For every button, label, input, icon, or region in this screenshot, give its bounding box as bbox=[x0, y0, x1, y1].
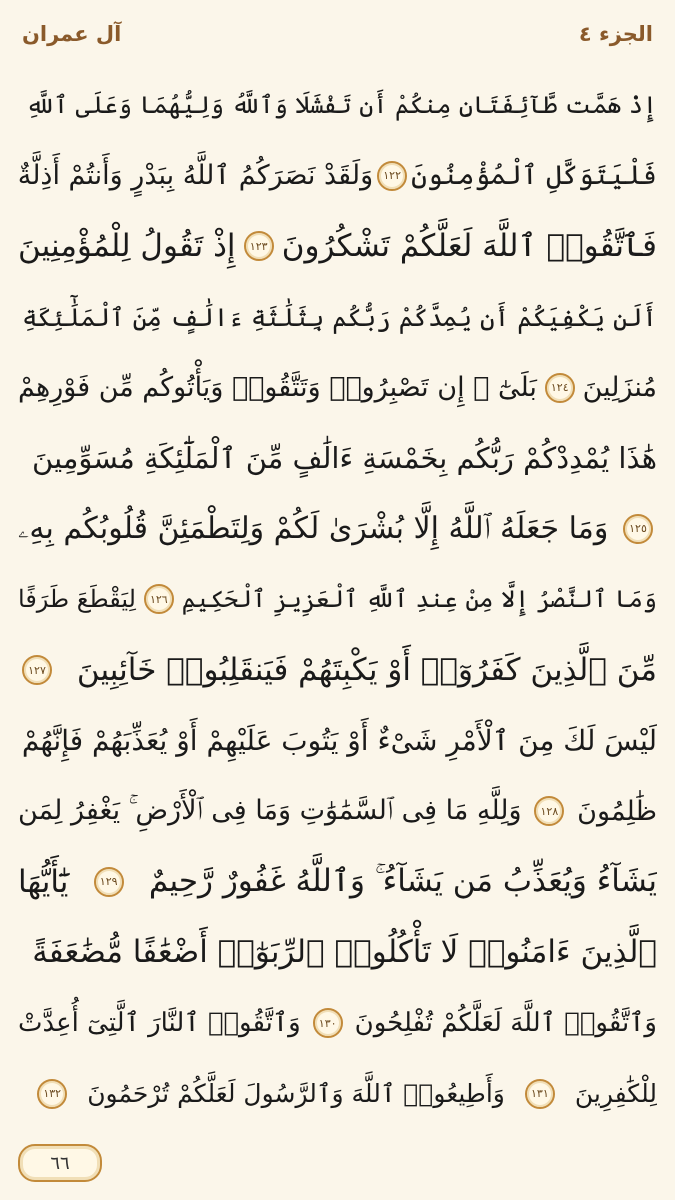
verse-text: لِيَقْطَعَ طَرَفًا bbox=[18, 585, 136, 614]
verse-end-marker: ١٢٣ bbox=[244, 231, 274, 261]
text-line bbox=[18, 635, 657, 706]
text-line bbox=[18, 847, 657, 918]
verse-text: بَلَىٰٓ ۚ إِن تَصْبِرُوا۟ وَتَتَّقُوا۟ وَيَأْتُوكُم مِّن فَوْرِهِمْ bbox=[18, 372, 537, 404]
verse-text: وَٱتَّقُوا۟ ٱلنَّارَ ٱلَّتِىٓ أُعِدَّتْ bbox=[18, 1008, 301, 1039]
verse-end-marker: ١٣٠ bbox=[313, 1008, 343, 1038]
text-line bbox=[18, 70, 657, 141]
text-line bbox=[18, 1058, 657, 1129]
verse-text: هَٰذَا يُمْدِدْكُمْ رَبُّكُم بِخَمْسَةِ ءَالَٰفٍ مِّنَ ٱلْمَلَٰٓئِكَةِ مُسَوِّمِينَ bbox=[32, 441, 657, 476]
verse-text: يَٰٓأَيُّهَا bbox=[18, 863, 69, 900]
quran-text-block bbox=[18, 70, 657, 1130]
verse-end-marker: ١٢٤ bbox=[545, 373, 575, 403]
verse-text: لِلْكَٰفِرِينَ bbox=[574, 1079, 657, 1109]
verse-text: وَمَا ٱلنَّصْرُ إِلَّا مِنْ عِندِ ٱللَّهِ ٱلْعَزِيزِ ٱلْحَكِيمِ bbox=[181, 585, 657, 614]
verse-text: ظَٰلِمُونَ bbox=[577, 795, 657, 827]
verse-text: ٱلَّذِينَ ءَامَنُوا۟ لَا تَأْكُلُوا۟ ٱلرِّبَوٰٓا۟ أَضْعَٰفًا مُّضَٰعَفَةً bbox=[32, 934, 657, 971]
text-line bbox=[18, 352, 657, 423]
verse-text: وَمَا جَعَلَهُ ٱللَّهُ إِلَّا بُشْرَىٰ لَكُمْ وَلِتَطْمَئِنَّ قُلُوبُكُم بِهِۦ bbox=[18, 511, 609, 547]
surah-name: آل عمران bbox=[22, 22, 122, 46]
verse-end-marker: ١٣٢ bbox=[37, 1079, 67, 1109]
verse-end-marker: ١٣١ bbox=[525, 1079, 555, 1109]
verse-text: إِذْ هَمَّت طَّآئِفَتَانِ مِنكُمْ أَن تَفْشَلَا وَٱللَّهُ وَلِيُّهُمَا وَعَلَى ٱللَّهِ bbox=[25, 91, 657, 120]
text-line bbox=[18, 564, 657, 635]
text-line bbox=[18, 141, 657, 212]
text-line bbox=[18, 423, 657, 494]
verse-text: وَأَطِيعُوا۟ ٱللَّهَ وَٱلرَّسُولَ لَعَلَّكُمْ تُرْحَمُونَ bbox=[87, 1079, 505, 1109]
verse-text: إِذْ تَقُولُ لِلْمُؤْمِنِينَ bbox=[18, 228, 236, 265]
verse-text: فَلْيَتَوَكَّلِ ٱلْمُؤْمِنُونَ bbox=[411, 160, 657, 192]
verse-text: مُنزَلِينَ bbox=[582, 372, 657, 404]
verse-text: وَلَقَدْ نَصَرَكُمُ ٱللَّهُ بِبَدْرٍ وَأَنتُمْ أَذِلَّةٌ bbox=[18, 160, 374, 192]
text-line bbox=[18, 211, 657, 282]
text-line bbox=[18, 917, 657, 988]
verse-text: وَلِلَّهِ مَا فِى ٱلسَّمَٰوَٰتِ وَمَا فِى ٱلْأَرْضِ ۚ يَغْفِرُ لِمَن bbox=[18, 795, 522, 827]
verse-text: مِّنَ ٱلَّذِينَ كَفَرُوٓا۟ أَوْ يَكْبِتَهُمْ فَيَنقَلِبُوا۟ خَآئِبِينَ bbox=[76, 652, 657, 689]
verse-text: أَلَن يَكْفِيَكُمْ أَن يُمِدَّكُمْ رَبُّكُم بِثَلَٰثَةِ ءَالَٰفٍ مِّنَ ٱلْمَلَٰٓئِكَةِ bbox=[22, 302, 657, 332]
verse-end-marker: ١٢٩ bbox=[94, 867, 124, 897]
verse-end-marker: ١٢٢ bbox=[377, 161, 407, 191]
text-line bbox=[18, 705, 657, 776]
verse-end-marker: ١٢٦ bbox=[144, 584, 174, 614]
text-line bbox=[18, 494, 657, 565]
page-header bbox=[22, 14, 653, 54]
juz-label: الجزء ٤ bbox=[578, 22, 653, 46]
text-line bbox=[18, 988, 657, 1059]
verse-end-marker: ١٢٧ bbox=[22, 655, 52, 685]
verse-end-marker: ١٢٥ bbox=[623, 514, 653, 544]
text-line bbox=[18, 776, 657, 847]
verse-text: وَٱتَّقُوا۟ ٱللَّهَ لَعَلَّكُمْ تُفْلِحُونَ bbox=[354, 1008, 657, 1039]
verse-text: يَشَآءُ وَيُعَذِّبُ مَن يَشَآءُ ۚ وَٱللَّهُ غَفُورٌ رَّحِيمٌ bbox=[148, 863, 657, 900]
verse-text: فَٱتَّقُوا۟ ٱللَّهَ لَعَلَّكُمْ تَشْكُرُونَ bbox=[281, 228, 657, 265]
page-number-frame bbox=[18, 1144, 102, 1182]
verse-text: لَيْسَ لَكَ مِنَ ٱلْأَمْرِ شَىْءٌ أَوْ يَتُوبَ عَلَيْهِمْ أَوْ يُعَذِّبَهُمْ فَإِنَّهُمْ bbox=[21, 724, 657, 758]
verse-end-marker: ١٢٨ bbox=[534, 796, 564, 826]
text-line bbox=[18, 282, 657, 353]
page-number: ٦٦ bbox=[50, 1152, 70, 1174]
